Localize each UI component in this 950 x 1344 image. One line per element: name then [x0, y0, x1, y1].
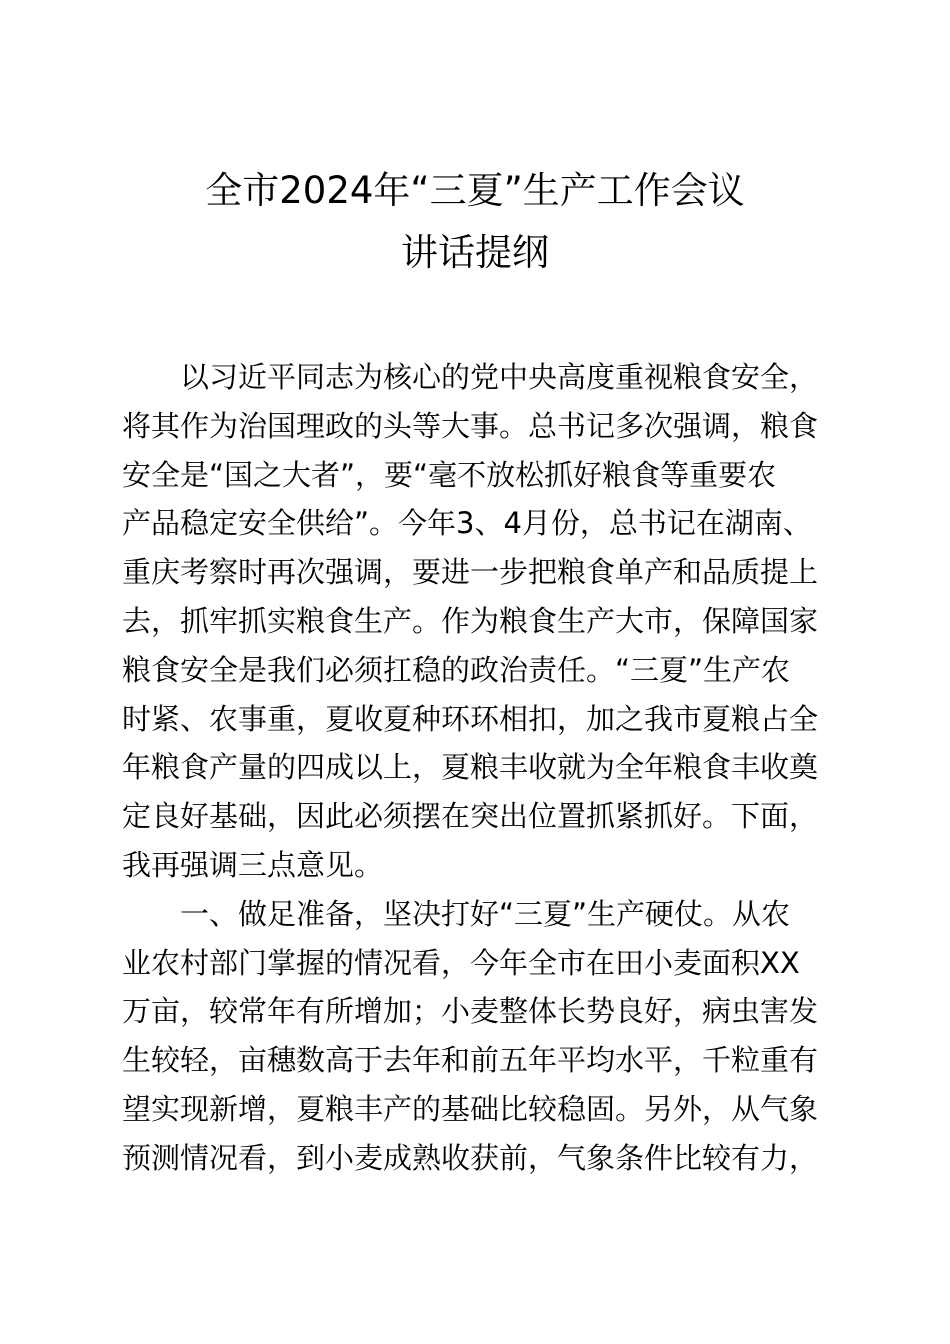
document-title — [0, 160, 950, 284]
paragraph-section-one — [122, 890, 842, 1183]
text-line: 以习近平同志为核心的党中央高度重视粮食安全， — [180, 360, 819, 394]
text-line: 生较轻，亩穗数高于去年和前五年平均水平，千粒重有 — [122, 1043, 819, 1078]
title-line-1: 全市2024年“三夏”生产工作会议 — [205, 169, 745, 212]
text-line: 预测情况看，到小麦成熟收获前，气象条件比较有力， — [122, 1140, 819, 1175]
section-heading-line: 一、做足准备，坚决打好“三夏”生产硬仗。从农 — [180, 896, 791, 931]
text-line: 望实现新增，夏粮丰产的基础比较稳固。另外，从气象 — [122, 1091, 819, 1126]
text-line: 产品稳定安全供给”。今年3、4月份，总书记在湖南、 — [122, 506, 812, 541]
text-line: 将其作为治国理政的头等大事。总书记多次强调，粮食 — [122, 408, 819, 443]
text-line: 重庆考察时再次强调，要进一步把粮食单产和品质提上 — [122, 555, 819, 590]
text-line: 年粮食产量的四成以上，夏粮丰收就为全年粮食丰收奠 — [122, 750, 819, 785]
text-line: 时紧、农事重，夏收夏种环环相扣，加之我市夏粮占全 — [122, 701, 819, 736]
text-line: 定良好基础，因此必须摆在突出位置抓紧抓好。下面， — [122, 799, 819, 834]
text-line: 我再强调三点意见。 — [122, 847, 384, 882]
title-line-2: 讲话提纲 — [401, 231, 549, 274]
text-line: 粮食安全是我们必须扛稳的政治责任。“三夏”生产农 — [122, 652, 791, 687]
document-body — [122, 353, 842, 1183]
text-line: 业农村部门掌握的情况看，今年全市在田小麦面积XX — [122, 945, 800, 980]
text-line: 万亩，较常年有所增加；小麦整体长势良好，病虫害发 — [122, 994, 819, 1029]
text-line: 去，抓牢抓实粮食生产。作为粮食生产大市，保障国家 — [122, 603, 819, 638]
paragraph-intro — [122, 353, 842, 890]
text-line: 安全是“国之大者”，要“毫不放松抓好粮食等重要农 — [122, 457, 777, 492]
